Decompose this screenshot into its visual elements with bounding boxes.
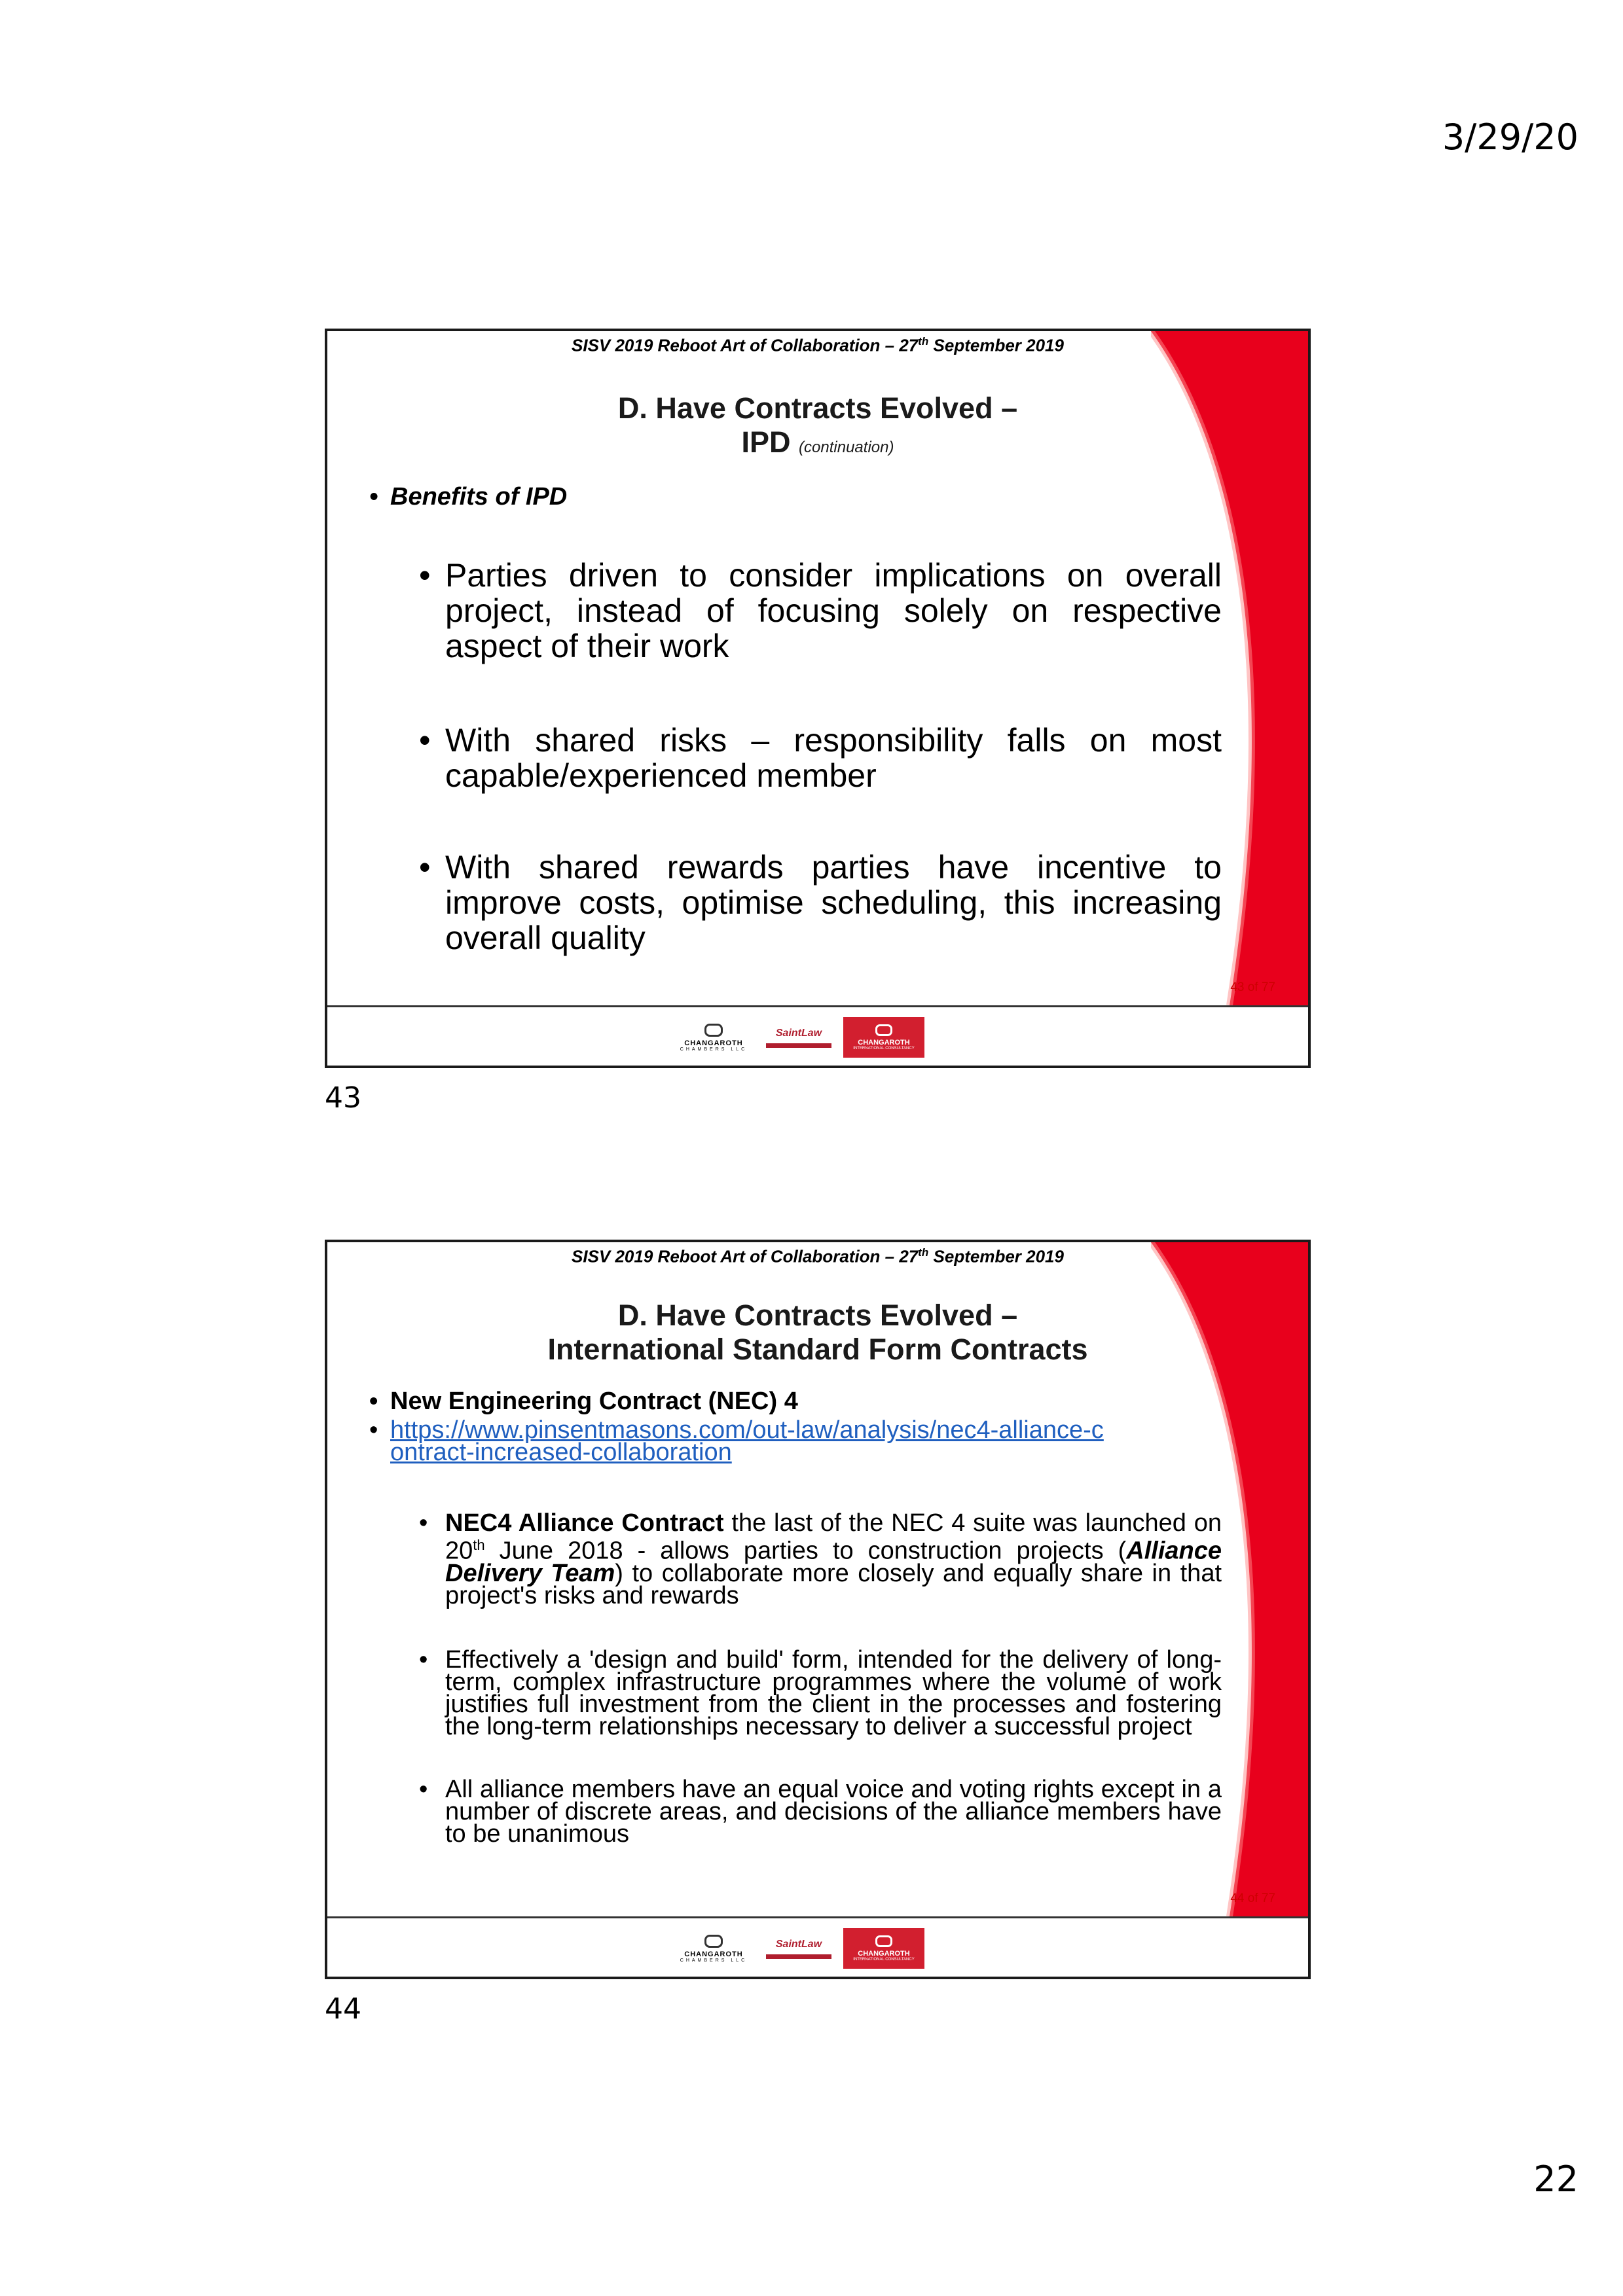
detail-item: • NEC4 Alliance Contract the last of the NEC 4 suite was launched on 20th June 2018 - allows parties to construction projects (Alliance Delivery Team) to collaborate more closely and equally share in that project's risks and rewards (416, 1512, 1222, 1607)
slide-counter: 43 of 77 (1230, 980, 1275, 994)
main-bullet-list (364, 1388, 1150, 1466)
nec4-detail-list (416, 1509, 1222, 1848)
section-bullet: • Benefits of IPD (364, 483, 567, 511)
saintlaw-logo: SaintLaw (761, 1928, 837, 1969)
reference-link-item (364, 1416, 1150, 1466)
page-date: 3/29/20 (1442, 117, 1578, 158)
footer-logos (673, 1928, 924, 1969)
changaroth-chambers-logo: CHANGAROTH CHAMBERS LLC (673, 1017, 754, 1058)
slide-title: D. Have Contracts Evolved – IPD (continuation) (617, 391, 1018, 459)
changaroth-consultancy-logo: CHANGAROTH INTERNATIONAL CONSULTANCY (843, 1928, 924, 1969)
slide-number: 44 (325, 1992, 361, 2026)
main-bullet: • New Engineering Contract (NEC) 4 (364, 1390, 1150, 1412)
reference-link[interactable]: https://www.pinsentmasons.com/out-law/analysis/nec4-alliance-contract-increased-collaboration (390, 1416, 1104, 1466)
saintlaw-logo: SaintLaw (761, 1017, 837, 1058)
benefit-item: • With shared rewards parties have incentive to improve costs, optimise scheduling, this increasing overall quality (416, 850, 1222, 956)
detail-item: • Effectively a 'design and build' form, intended for the delivery of long-term, complex infrastructure programmes where the volume of work justifies full investment from the client in the processes and fostering the long-term relationships necessary to deliver a successful project (416, 1649, 1222, 1738)
section-bullet-list (364, 483, 567, 511)
footer-divider (327, 1005, 1308, 1007)
changaroth-consultancy-logo: CHANGAROTH INTERNATIONAL CONSULTANCY (843, 1017, 924, 1058)
benefit-item: • With shared risks – responsibility falls on most capable/experienced member (416, 723, 1222, 793)
slide-header: SISV 2019 Reboot Art of Collaboration – 27th September 2019 (572, 1246, 1064, 1266)
benefit-item: • Parties driven to consider implications on overall project, instead of focusing solely on respective aspect of their work (416, 558, 1222, 664)
footer-logos (673, 1017, 924, 1058)
changaroth-chambers-logo: CHANGAROTH CHAMBERS LLC (673, 1928, 754, 1969)
benefit-list (416, 558, 1222, 956)
slide-44 (325, 1240, 1311, 1979)
slide-header: SISV 2019 Reboot Art of Collaboration – 27th September 2019 (572, 335, 1064, 355)
page-number: 22 (1533, 2159, 1578, 2200)
slide-counter: 44 of 77 (1230, 1892, 1275, 1905)
slide-number: 43 (325, 1081, 361, 1115)
footer-divider (327, 1916, 1308, 1918)
slide-title: D. Have Contracts Evolved – International Standard Form Contracts (547, 1299, 1088, 1366)
detail-item: • All alliance members have an equal voice and voting rights except in a number of discrete areas, and decisions of the alliance members have to be unanimous (416, 1778, 1222, 1845)
slide-43 (325, 329, 1311, 1068)
